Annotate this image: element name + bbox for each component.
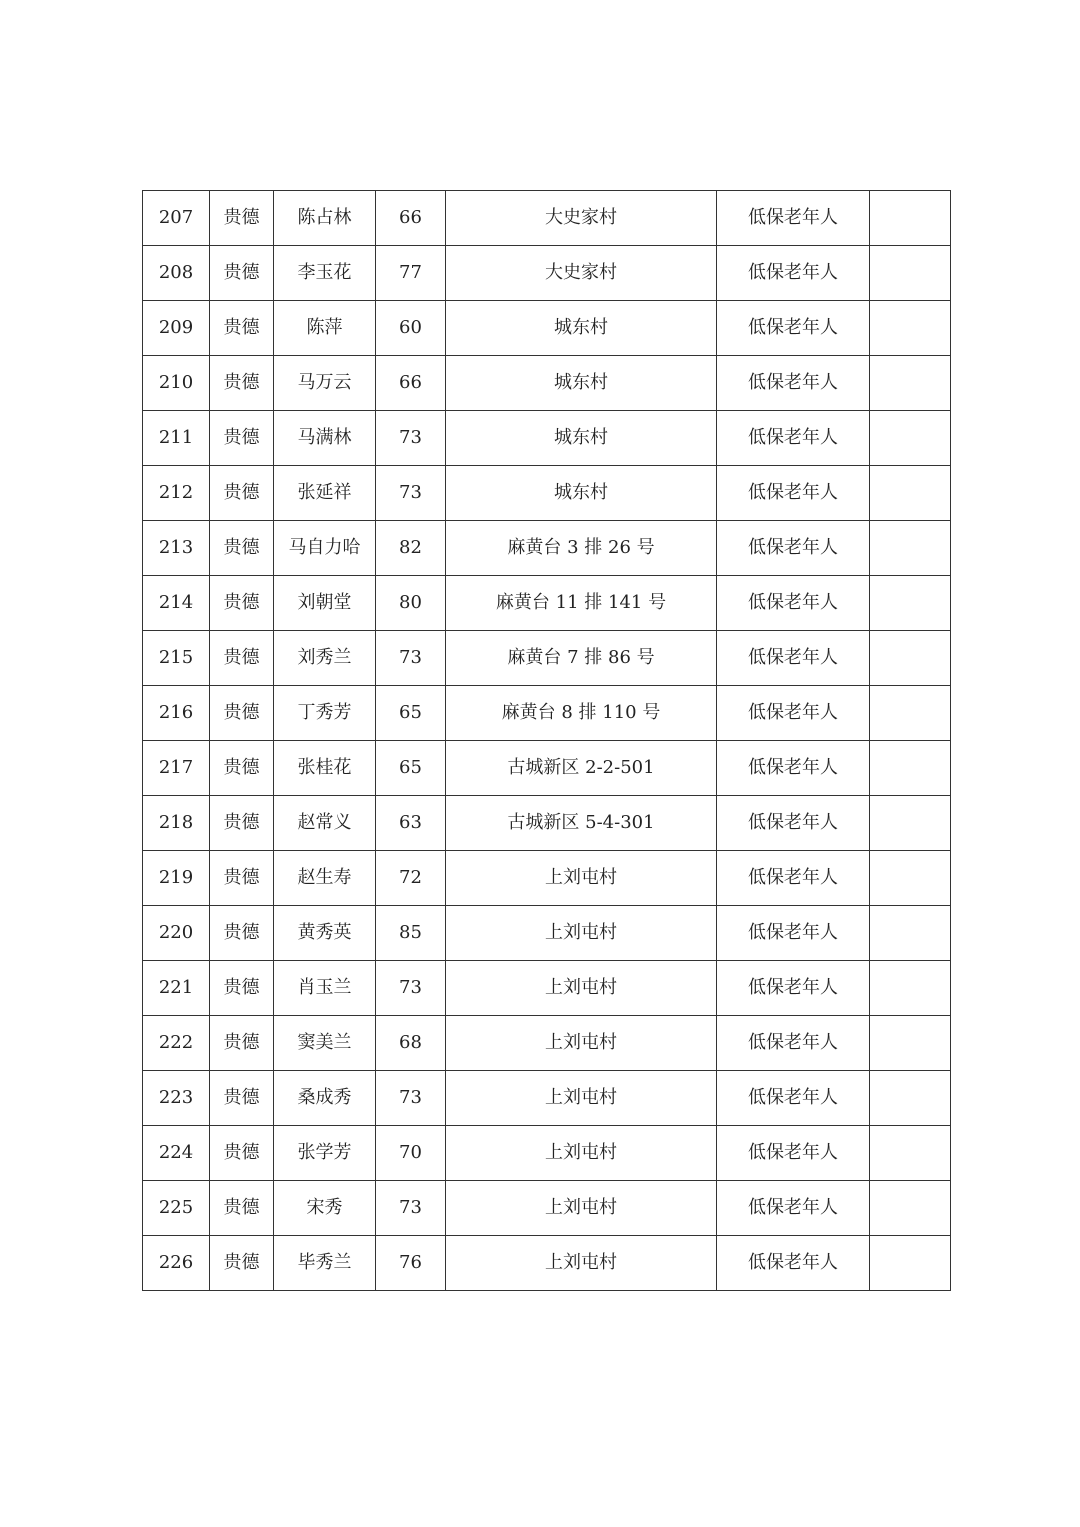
- remark-cell: [870, 1181, 951, 1236]
- table-row: [143, 906, 951, 961]
- age-cell: 63: [376, 796, 446, 851]
- name-cell: 丁秀芳: [274, 686, 376, 741]
- age-cell: 85: [376, 906, 446, 961]
- address-cell: 古城新区 2-2-501: [446, 741, 717, 796]
- table-row: [143, 301, 951, 356]
- town-cell: 贵德: [210, 851, 274, 906]
- row-number-cell: 208: [143, 246, 210, 301]
- name-cell: 黄秀英: [274, 906, 376, 961]
- row-number-cell: 217: [143, 741, 210, 796]
- town-cell: 贵德: [210, 191, 274, 246]
- age-cell: 66: [376, 191, 446, 246]
- age-cell: 66: [376, 356, 446, 411]
- category-cell: 低保老年人: [717, 961, 870, 1016]
- address-cell: 麻黄台 7 排 86 号: [446, 631, 717, 686]
- remark-cell: [870, 466, 951, 521]
- address-cell: 大史家村: [446, 191, 717, 246]
- age-cell: 70: [376, 1126, 446, 1181]
- remark-cell: [870, 796, 951, 851]
- table-row: [143, 961, 951, 1016]
- name-cell: 刘秀兰: [274, 631, 376, 686]
- name-cell: 赵常义: [274, 796, 376, 851]
- row-number-cell: 218: [143, 796, 210, 851]
- remark-cell: [870, 1236, 951, 1291]
- town-cell: 贵德: [210, 1071, 274, 1126]
- roster-table: [142, 190, 951, 1291]
- row-number-cell: 212: [143, 466, 210, 521]
- town-cell: 贵德: [210, 246, 274, 301]
- remark-cell: [870, 906, 951, 961]
- table-row: [143, 741, 951, 796]
- category-cell: 低保老年人: [717, 1016, 870, 1071]
- age-cell: 82: [376, 521, 446, 576]
- address-cell: 上刘屯村: [446, 961, 717, 1016]
- town-cell: 贵德: [210, 1236, 274, 1291]
- address-cell: 上刘屯村: [446, 1181, 717, 1236]
- name-cell: 李玉花: [274, 246, 376, 301]
- age-cell: 60: [376, 301, 446, 356]
- table-row: [143, 1236, 951, 1291]
- table-row: [143, 576, 951, 631]
- name-cell: 陈占林: [274, 191, 376, 246]
- category-cell: 低保老年人: [717, 411, 870, 466]
- remark-cell: [870, 1126, 951, 1181]
- row-number-cell: 226: [143, 1236, 210, 1291]
- table-row: [143, 1126, 951, 1181]
- town-cell: 贵德: [210, 356, 274, 411]
- name-cell: 马万云: [274, 356, 376, 411]
- town-cell: 贵德: [210, 741, 274, 796]
- roster-body: [143, 191, 951, 1291]
- category-cell: 低保老年人: [717, 1071, 870, 1126]
- remark-cell: [870, 246, 951, 301]
- category-cell: 低保老年人: [717, 851, 870, 906]
- category-cell: 低保老年人: [717, 356, 870, 411]
- category-cell: 低保老年人: [717, 1126, 870, 1181]
- age-cell: 80: [376, 576, 446, 631]
- town-cell: 贵德: [210, 906, 274, 961]
- row-number-cell: 224: [143, 1126, 210, 1181]
- name-cell: 窦美兰: [274, 1016, 376, 1071]
- remark-cell: [870, 356, 951, 411]
- address-cell: 麻黄台 3 排 26 号: [446, 521, 717, 576]
- name-cell: 陈萍: [274, 301, 376, 356]
- town-cell: 贵德: [210, 411, 274, 466]
- town-cell: 贵德: [210, 466, 274, 521]
- name-cell: 马自力哈: [274, 521, 376, 576]
- age-cell: 73: [376, 466, 446, 521]
- row-number-cell: 213: [143, 521, 210, 576]
- name-cell: 张桂花: [274, 741, 376, 796]
- address-cell: 上刘屯村: [446, 1236, 717, 1291]
- age-cell: 65: [376, 686, 446, 741]
- category-cell: 低保老年人: [717, 246, 870, 301]
- town-cell: 贵德: [210, 961, 274, 1016]
- age-cell: 73: [376, 1071, 446, 1126]
- age-cell: 76: [376, 1236, 446, 1291]
- table-row: [143, 466, 951, 521]
- table-row: [143, 631, 951, 686]
- row-number-cell: 209: [143, 301, 210, 356]
- remark-cell: [870, 741, 951, 796]
- table-row: [143, 356, 951, 411]
- category-cell: 低保老年人: [717, 906, 870, 961]
- town-cell: 贵德: [210, 1126, 274, 1181]
- age-cell: 68: [376, 1016, 446, 1071]
- address-cell: 麻黄台 8 排 110 号: [446, 686, 717, 741]
- address-cell: 古城新区 5-4-301: [446, 796, 717, 851]
- row-number-cell: 223: [143, 1071, 210, 1126]
- table-row: [143, 411, 951, 466]
- name-cell: 张学芳: [274, 1126, 376, 1181]
- category-cell: 低保老年人: [717, 521, 870, 576]
- town-cell: 贵德: [210, 1016, 274, 1071]
- row-number-cell: 214: [143, 576, 210, 631]
- category-cell: 低保老年人: [717, 301, 870, 356]
- remark-cell: [870, 191, 951, 246]
- remark-cell: [870, 686, 951, 741]
- age-cell: 72: [376, 851, 446, 906]
- name-cell: 张延祥: [274, 466, 376, 521]
- town-cell: 贵德: [210, 521, 274, 576]
- table-row: [143, 521, 951, 576]
- remark-cell: [870, 301, 951, 356]
- category-cell: 低保老年人: [717, 576, 870, 631]
- name-cell: 刘朝堂: [274, 576, 376, 631]
- name-cell: 毕秀兰: [274, 1236, 376, 1291]
- address-cell: 城东村: [446, 466, 717, 521]
- address-cell: 城东村: [446, 411, 717, 466]
- age-cell: 77: [376, 246, 446, 301]
- row-number-cell: 207: [143, 191, 210, 246]
- category-cell: 低保老年人: [717, 1236, 870, 1291]
- table-row: [143, 851, 951, 906]
- remark-cell: [870, 1071, 951, 1126]
- row-number-cell: 222: [143, 1016, 210, 1071]
- address-cell: 上刘屯村: [446, 1016, 717, 1071]
- table-row: [143, 1016, 951, 1071]
- age-cell: 65: [376, 741, 446, 796]
- age-cell: 73: [376, 961, 446, 1016]
- table-row: [143, 1071, 951, 1126]
- table-row: [143, 686, 951, 741]
- address-cell: 上刘屯村: [446, 906, 717, 961]
- name-cell: 肖玉兰: [274, 961, 376, 1016]
- category-cell: 低保老年人: [717, 1181, 870, 1236]
- age-cell: 73: [376, 631, 446, 686]
- age-cell: 73: [376, 1181, 446, 1236]
- row-number-cell: 220: [143, 906, 210, 961]
- table-row: [143, 1181, 951, 1236]
- row-number-cell: 225: [143, 1181, 210, 1236]
- category-cell: 低保老年人: [717, 466, 870, 521]
- row-number-cell: 219: [143, 851, 210, 906]
- address-cell: 麻黄台 11 排 141 号: [446, 576, 717, 631]
- name-cell: 宋秀: [274, 1181, 376, 1236]
- table-row: [143, 191, 951, 246]
- row-number-cell: 216: [143, 686, 210, 741]
- remark-cell: [870, 411, 951, 466]
- category-cell: 低保老年人: [717, 631, 870, 686]
- town-cell: 贵德: [210, 301, 274, 356]
- category-cell: 低保老年人: [717, 741, 870, 796]
- address-cell: 上刘屯村: [446, 851, 717, 906]
- address-cell: 上刘屯村: [446, 1071, 717, 1126]
- remark-cell: [870, 576, 951, 631]
- row-number-cell: 210: [143, 356, 210, 411]
- name-cell: 马满林: [274, 411, 376, 466]
- row-number-cell: 211: [143, 411, 210, 466]
- town-cell: 贵德: [210, 576, 274, 631]
- town-cell: 贵德: [210, 1181, 274, 1236]
- address-cell: 大史家村: [446, 246, 717, 301]
- town-cell: 贵德: [210, 686, 274, 741]
- category-cell: 低保老年人: [717, 796, 870, 851]
- age-cell: 73: [376, 411, 446, 466]
- name-cell: 桑成秀: [274, 1071, 376, 1126]
- category-cell: 低保老年人: [717, 686, 870, 741]
- remark-cell: [870, 961, 951, 1016]
- remark-cell: [870, 851, 951, 906]
- name-cell: 赵生寿: [274, 851, 376, 906]
- row-number-cell: 215: [143, 631, 210, 686]
- address-cell: 城东村: [446, 301, 717, 356]
- remark-cell: [870, 521, 951, 576]
- address-cell: 城东村: [446, 356, 717, 411]
- remark-cell: [870, 631, 951, 686]
- town-cell: 贵德: [210, 631, 274, 686]
- table-row: [143, 796, 951, 851]
- remark-cell: [870, 1016, 951, 1071]
- category-cell: 低保老年人: [717, 191, 870, 246]
- row-number-cell: 221: [143, 961, 210, 1016]
- town-cell: 贵德: [210, 796, 274, 851]
- address-cell: 上刘屯村: [446, 1126, 717, 1181]
- table-row: [143, 246, 951, 301]
